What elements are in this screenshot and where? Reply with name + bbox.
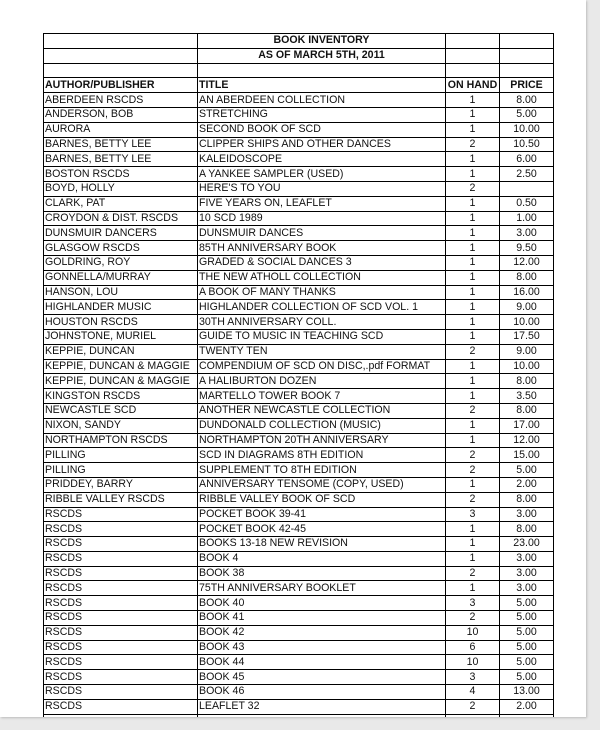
table-row xyxy=(44,418,554,433)
cell-on-hand: 2 xyxy=(446,492,500,507)
cell-author: RSCDS xyxy=(44,685,198,700)
cell-title: BOOK 42 xyxy=(198,625,446,640)
cell-on-hand: 2 xyxy=(446,403,500,418)
cell-price: 13.00 xyxy=(500,685,554,700)
cell-title: STRETCHING xyxy=(198,107,446,122)
table-row xyxy=(44,329,554,344)
cell-title: LEAFLET 32 xyxy=(198,699,446,714)
header-on-hand: ON HAND xyxy=(446,78,500,93)
cell-author: KEPPIE, DUNCAN xyxy=(44,344,198,359)
cell-price: 2.50 xyxy=(500,167,554,182)
cell-price: 5.00 xyxy=(500,107,554,122)
title-row xyxy=(44,34,554,49)
cell-author: BOYD, HOLLY xyxy=(44,181,198,196)
cell-price: 3.00 xyxy=(500,226,554,241)
cell-on-hand: 1 xyxy=(446,167,500,182)
cell-on-hand: 2 xyxy=(446,463,500,478)
cell-title: RIBBLE VALLEY BOOK OF SCD xyxy=(198,492,446,507)
cell-on-hand: 1 xyxy=(446,329,500,344)
table-row xyxy=(44,226,554,241)
cell-price: 9.50 xyxy=(500,241,554,256)
table-row xyxy=(44,315,554,330)
table-row xyxy=(44,611,554,626)
table-row-empty xyxy=(44,714,554,717)
cell-on-hand: 3 xyxy=(446,596,500,611)
table-row xyxy=(44,492,554,507)
table-row xyxy=(44,255,554,270)
cell-price: 5.00 xyxy=(500,625,554,640)
cell-on-hand: 3 xyxy=(446,670,500,685)
cell-price: 8.00 xyxy=(500,522,554,537)
cell-on-hand: 1 xyxy=(446,418,500,433)
table-row xyxy=(44,389,554,404)
table-row xyxy=(44,122,554,137)
cell-title: BOOK 41 xyxy=(198,611,446,626)
cell-on-hand: 1 xyxy=(446,477,500,492)
cell-title: BOOK 4 xyxy=(198,551,446,566)
cell-price: 6.00 xyxy=(500,152,554,167)
cell-title: NORTHAMPTON 20TH ANNIVERSARY xyxy=(198,433,446,448)
cell-on-hand: 2 xyxy=(446,137,500,152)
cell-on-hand: 1 xyxy=(446,315,500,330)
cell-author: NIXON, SANDY xyxy=(44,418,198,433)
cell-title: BOOK 40 xyxy=(198,596,446,611)
cell-price: 15.00 xyxy=(500,448,554,463)
cell-author: KEPPIE, DUNCAN & MAGGIE xyxy=(44,359,198,374)
cell-on-hand: 1 xyxy=(446,374,500,389)
header-price: PRICE xyxy=(500,78,554,93)
cell-author: KEPPIE, DUNCAN & MAGGIE xyxy=(44,374,198,389)
cell-title: BOOK 38 xyxy=(198,566,446,581)
cell-title: 75TH ANNIVERSARY BOOKLET xyxy=(198,581,446,596)
cell-price: 2.00 xyxy=(500,699,554,714)
cell-author: RSCDS xyxy=(44,566,198,581)
cell-on-hand: 1 xyxy=(446,122,500,137)
cell-price: 12.00 xyxy=(500,433,554,448)
table-row xyxy=(44,596,554,611)
cell-price: 3.00 xyxy=(500,551,554,566)
cell-price: 5.00 xyxy=(500,640,554,655)
table-row xyxy=(44,300,554,315)
cell-price: 9.00 xyxy=(500,300,554,315)
cell-on-hand: 2 xyxy=(446,699,500,714)
cell-author: ABERDEEN RSCDS xyxy=(44,93,198,108)
cell-on-hand: 1 xyxy=(446,107,500,122)
cell-on-hand: 2 xyxy=(446,181,500,196)
cell-author: CROYDON & DIST. RSCDS xyxy=(44,211,198,226)
cell-author: NEWCASTLE SCD xyxy=(44,403,198,418)
cell-author: BOSTON RSCDS xyxy=(44,167,198,182)
cell-author: BARNES, BETTY LEE xyxy=(44,152,198,167)
cell-price: 10.50 xyxy=(500,137,554,152)
cell-author: RSCDS xyxy=(44,507,198,522)
cell-price: 5.00 xyxy=(500,655,554,670)
cell-price: 3.00 xyxy=(500,581,554,596)
cell-title: TWENTY TEN xyxy=(198,344,446,359)
cell-author: RSCDS xyxy=(44,625,198,640)
cell-on-hand: 1 xyxy=(446,551,500,566)
cell-author: BARNES, BETTY LEE xyxy=(44,137,198,152)
header-row xyxy=(44,78,554,93)
table-row xyxy=(44,566,554,581)
cell-author: RSCDS xyxy=(44,522,198,537)
table-row xyxy=(44,581,554,596)
cell-title: BOOK 43 xyxy=(198,640,446,655)
cell-on-hand: 10 xyxy=(446,625,500,640)
cell-title: AN ABERDEEN COLLECTION xyxy=(198,93,446,108)
table-row xyxy=(44,448,554,463)
cell-author: RSCDS xyxy=(44,551,198,566)
cell-on-hand: 1 xyxy=(446,152,500,167)
document-subtitle: AS OF MARCH 5TH, 2011 xyxy=(198,48,446,63)
cell-price: 17.50 xyxy=(500,329,554,344)
cell-price: 3.50 xyxy=(500,389,554,404)
cell-price: 8.00 xyxy=(500,93,554,108)
cell-title: SUPPLEMENT TO 8TH EDITION xyxy=(198,463,446,478)
cell-on-hand: 1 xyxy=(446,285,500,300)
cell-price: 5.00 xyxy=(500,611,554,626)
table-row xyxy=(44,374,554,389)
table-row xyxy=(44,211,554,226)
cell-title: MARTELLO TOWER BOOK 7 xyxy=(198,389,446,404)
cell-price: 23.00 xyxy=(500,537,554,552)
cell-title: HIGHLANDER COLLECTION OF SCD VOL. 1 xyxy=(198,300,446,315)
cell-title: 85TH ANNIVERSARY BOOK xyxy=(198,241,446,256)
cell-title: DUNSMUIR DANCES xyxy=(198,226,446,241)
cell-title: ANOTHER NEWCASTLE COLLECTION xyxy=(198,403,446,418)
cell-on-hand: 1 xyxy=(446,226,500,241)
cell-author: HIGHLANDER MUSIC xyxy=(44,300,198,315)
cell-author: CLARK, PAT xyxy=(44,196,198,211)
table-row xyxy=(44,107,554,122)
cell-author: RSCDS xyxy=(44,655,198,670)
cell-on-hand: 10 xyxy=(446,655,500,670)
cell-title: 30TH ANNIVERSARY COLL. xyxy=(198,315,446,330)
cell-price xyxy=(500,181,554,196)
table-row xyxy=(44,181,554,196)
cell-on-hand: 1 xyxy=(446,581,500,596)
cell-title: COMPENDIUM OF SCD ON DISC,.pdf FORMAT xyxy=(198,359,446,374)
table-row xyxy=(44,670,554,685)
cell-title: SCD IN DIAGRAMS 8TH EDITION xyxy=(198,448,446,463)
cell-price: 5.00 xyxy=(500,670,554,685)
cell-title: FIVE YEARS ON, LEAFLET xyxy=(198,196,446,211)
cell-title: HERE'S TO YOU xyxy=(198,181,446,196)
cell-title: POCKET BOOK 42-45 xyxy=(198,522,446,537)
cell-title: ANNIVERSARY TENSOME (COPY, USED) xyxy=(198,477,446,492)
cell-price: 10.00 xyxy=(500,315,554,330)
cell-on-hand: 2 xyxy=(446,344,500,359)
cell-on-hand: 6 xyxy=(446,640,500,655)
cell-author: RIBBLE VALLEY RSCDS xyxy=(44,492,198,507)
cell-price: 5.00 xyxy=(500,463,554,478)
cell-on-hand: 1 xyxy=(446,433,500,448)
table-row xyxy=(44,137,554,152)
cell-author: DUNSMUIR DANCERS xyxy=(44,226,198,241)
table-row xyxy=(44,625,554,640)
cell-price: 10.00 xyxy=(500,122,554,137)
cell-title: DUNDONALD COLLECTION (MUSIC) xyxy=(198,418,446,433)
cell-title: 10 SCD 1989 xyxy=(198,211,446,226)
cell-title: A BOOK OF MANY THANKS xyxy=(198,285,446,300)
cell-on-hand: 1 xyxy=(446,196,500,211)
table-row xyxy=(44,551,554,566)
cell-on-hand: 1 xyxy=(446,300,500,315)
table-row xyxy=(44,699,554,714)
table-row xyxy=(44,640,554,655)
header-author: AUTHOR/PUBLISHER xyxy=(44,78,198,93)
cell-author: RSCDS xyxy=(44,537,198,552)
header-title: TITLE xyxy=(198,78,446,93)
table-row xyxy=(44,685,554,700)
cell-on-hand: 3 xyxy=(446,507,500,522)
table-row xyxy=(44,241,554,256)
cell-author: RSCDS xyxy=(44,670,198,685)
cell-price: 9.00 xyxy=(500,344,554,359)
table-row xyxy=(44,433,554,448)
cell-author: PILLING xyxy=(44,448,198,463)
cell-on-hand: 1 xyxy=(446,255,500,270)
subtitle-row xyxy=(44,48,554,63)
cell-author: GONNELLA/MURRAY xyxy=(44,270,198,285)
cell-author: NORTHAMPTON RSCDS xyxy=(44,433,198,448)
cell-title: CLIPPER SHIPS AND OTHER DANCES xyxy=(198,137,446,152)
cell-price: 5.00 xyxy=(500,596,554,611)
cell-on-hand: 1 xyxy=(446,241,500,256)
cell-title: THE NEW ATHOLL COLLECTION xyxy=(198,270,446,285)
cell-price: 2.00 xyxy=(500,477,554,492)
table-row xyxy=(44,167,554,182)
cell-price: 8.00 xyxy=(500,403,554,418)
cell-on-hand: 1 xyxy=(446,522,500,537)
cell-author: RSCDS xyxy=(44,611,198,626)
document-title: BOOK INVENTORY xyxy=(198,34,446,49)
table-row xyxy=(44,537,554,552)
cell-price: 8.00 xyxy=(500,492,554,507)
cell-price: 3.00 xyxy=(500,566,554,581)
cell-on-hand: 1 xyxy=(446,389,500,404)
cell-price: 0.50 xyxy=(500,196,554,211)
cell-author: AURORA xyxy=(44,122,198,137)
cell-title: POCKET BOOK 39-41 xyxy=(198,507,446,522)
cell-on-hand: 1 xyxy=(446,359,500,374)
cell-on-hand: 2 xyxy=(446,566,500,581)
cell-title: GRADED & SOCIAL DANCES 3 xyxy=(198,255,446,270)
table-row xyxy=(44,270,554,285)
cell-author: GLASGOW RSCDS xyxy=(44,241,198,256)
cell-title: BOOKS 13-18 NEW REVISION xyxy=(198,537,446,552)
cell-author: RSCDS xyxy=(44,581,198,596)
table-row xyxy=(44,196,554,211)
cell-on-hand: 2 xyxy=(446,611,500,626)
cell-price: 3.00 xyxy=(500,507,554,522)
cell-on-hand: 1 xyxy=(446,211,500,226)
table-row xyxy=(44,93,554,108)
cell-price: 10.00 xyxy=(500,359,554,374)
cell-price: 16.00 xyxy=(500,285,554,300)
table-row xyxy=(44,463,554,478)
cell-on-hand: 4 xyxy=(446,685,500,700)
cell-price: 17.00 xyxy=(500,418,554,433)
cell-on-hand: 1 xyxy=(446,537,500,552)
cell-title: A HALIBURTON DOZEN xyxy=(198,374,446,389)
cell-title: A YANKEE SAMPLER (USED) xyxy=(198,167,446,182)
cell-title: BOOK 45 xyxy=(198,670,446,685)
cell-on-hand: 1 xyxy=(446,93,500,108)
table-row xyxy=(44,403,554,418)
cell-price: 1.00 xyxy=(500,211,554,226)
cell-author: HOUSTON RSCDS xyxy=(44,315,198,330)
cell-author: PRIDDEY, BARRY xyxy=(44,477,198,492)
cell-author: PILLING xyxy=(44,463,198,478)
cell-on-hand: 2 xyxy=(446,448,500,463)
cell-author: HANSON, LOU xyxy=(44,285,198,300)
table-row xyxy=(44,152,554,167)
cell-title: BOOK 46 xyxy=(198,685,446,700)
cell-title: BOOK 44 xyxy=(198,655,446,670)
cell-author: JOHNSTONE, MURIEL xyxy=(44,329,198,344)
blank-row xyxy=(44,63,554,78)
cell-author: ANDERSON, BOB xyxy=(44,107,198,122)
cell-title: GUIDE TO MUSIC IN TEACHING SCD xyxy=(198,329,446,344)
table-row xyxy=(44,359,554,374)
table-row xyxy=(44,522,554,537)
inventory-table xyxy=(43,33,554,717)
cell-price: 8.00 xyxy=(500,270,554,285)
cell-author: GOLDRING, ROY xyxy=(44,255,198,270)
cell-author: RSCDS xyxy=(44,596,198,611)
table-row xyxy=(44,344,554,359)
cell-title: SECOND BOOK OF SCD xyxy=(198,122,446,137)
table-row xyxy=(44,507,554,522)
cell-title: KALEIDOSCOPE xyxy=(198,152,446,167)
cell-on-hand: 1 xyxy=(446,270,500,285)
cell-price: 12.00 xyxy=(500,255,554,270)
cell-author: RSCDS xyxy=(44,699,198,714)
table-row xyxy=(44,285,554,300)
table-row xyxy=(44,477,554,492)
cell-author: KINGSTON RSCDS xyxy=(44,389,198,404)
cell-price: 8.00 xyxy=(500,374,554,389)
table-row xyxy=(44,655,554,670)
cell-author: RSCDS xyxy=(44,640,198,655)
